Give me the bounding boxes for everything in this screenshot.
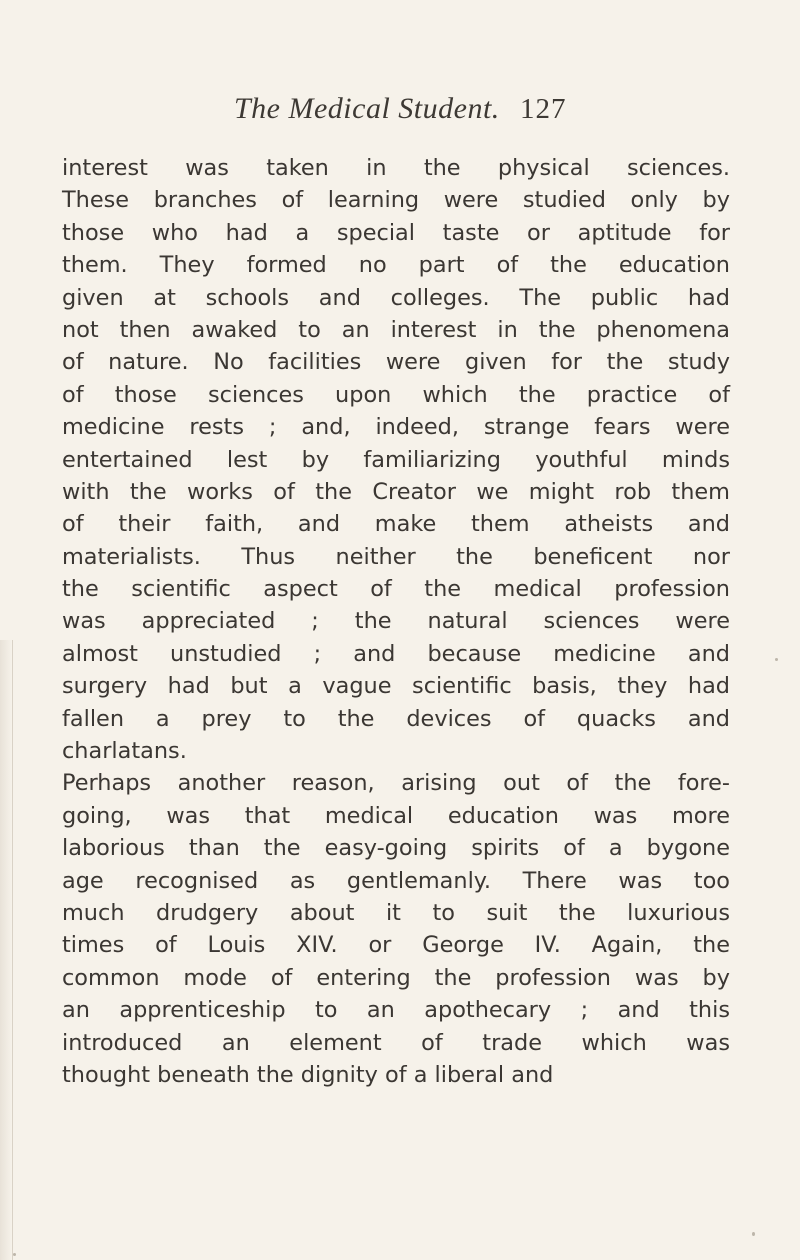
text-line: of nature. No facilities were given for the study (62, 349, 730, 376)
text-line: the scientific aspect of the medical profession (62, 576, 730, 603)
text-line: age recognised as gentlemanly. There was too (62, 867, 730, 894)
text-line: of their faith, and make them atheists and (62, 511, 730, 538)
paper-speck (13, 1253, 16, 1256)
text-line: medicine rests ; and, indeed, strange fears were (62, 414, 730, 441)
text-line: was appreciated ; the natural sciences were (62, 608, 730, 635)
running-title: The Medical Student. (234, 92, 500, 125)
body-text (62, 152, 730, 1091)
text-line: These branches of learning were studied only by (62, 187, 730, 214)
text-line: thought beneath the dignity of a liberal and (62, 1061, 554, 1088)
paragraph-container (62, 152, 730, 1091)
page-edge-shadow (0, 640, 13, 1260)
text-line: Perhaps another reason, arising out of the fore- (62, 770, 730, 797)
text-line: materialists. Thus neither the beneficent nor (62, 543, 730, 570)
text-line: surgery had but a vague scientific basis, they had (62, 673, 730, 700)
text-line: given at schools and colleges. The public had (62, 284, 730, 311)
text-line: going, was that medical education was more (62, 802, 730, 829)
text-line: of those sciences upon which the practice of (62, 381, 730, 408)
paper-speck (752, 1232, 755, 1236)
text-line: laborious than the easy-going spirits of a bygone (62, 835, 730, 862)
text-line: an apprenticeship to an apothecary ; and this (62, 997, 730, 1024)
text-line: with the works of the Creator we might rob them (62, 478, 730, 505)
text-line: common mode of entering the profession was by (62, 964, 730, 991)
text-line: much drudgery about it to suit the luxurious (62, 899, 730, 926)
text-line: introduced an element of trade which was (62, 1029, 730, 1056)
text-line: charlatans. (62, 738, 187, 765)
page-number: 127 (520, 93, 567, 125)
text-line: times of Louis XIV. or George IV. Again, the (62, 932, 730, 959)
text-line: fallen a prey to the devices of quacks and (62, 705, 730, 732)
text-line: almost unstudied ; and because medicine and (62, 640, 730, 667)
text-line: them. They formed no part of the education (62, 252, 730, 279)
paper-speck (775, 658, 778, 661)
text-line: those who had a special taste or aptitude for (62, 219, 730, 246)
text-line: entertained lest by familiarizing youthful minds (62, 446, 730, 473)
text-line: not then awaked to an interest in the phenomena (62, 316, 730, 343)
text-line: interest was taken in the physical sciences. (62, 155, 730, 181)
running-head (222, 92, 722, 132)
